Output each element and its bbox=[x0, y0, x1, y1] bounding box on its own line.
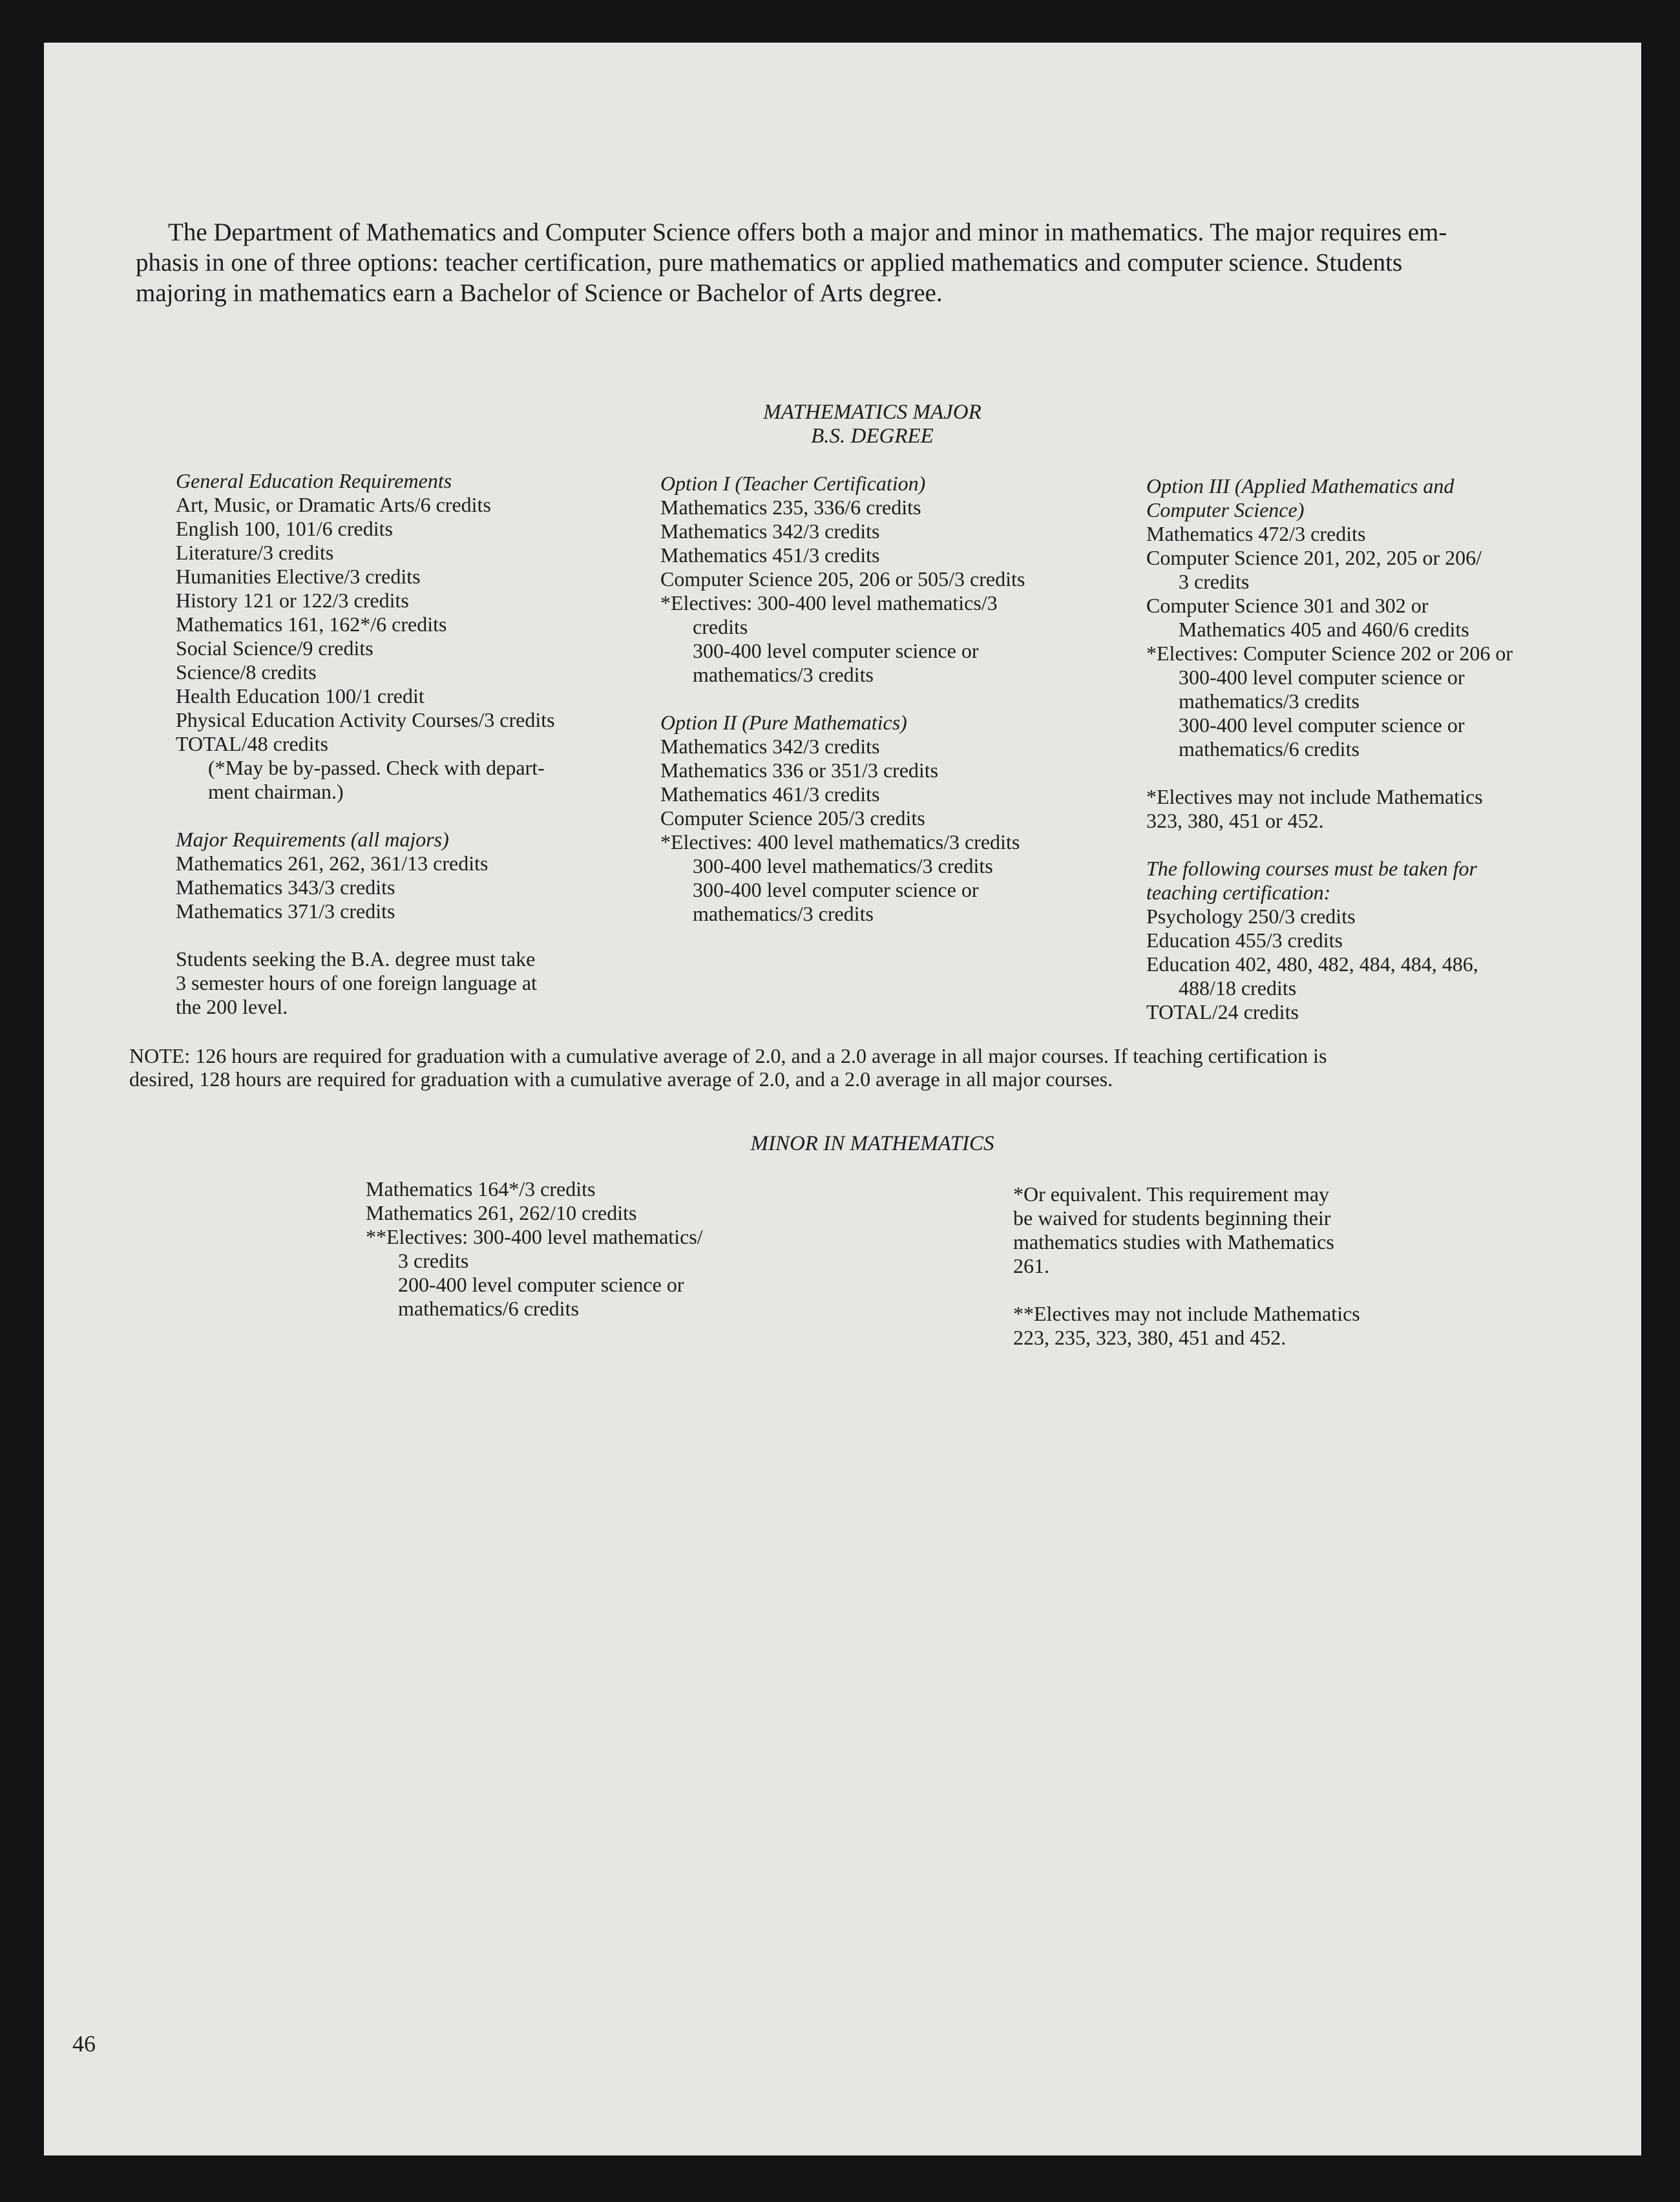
minor-note-line: **Electives may not include Mathematics bbox=[1013, 1302, 1360, 1325]
option2-item: Mathematics 342/3 credits bbox=[660, 735, 880, 758]
option1-item: Mathematics 342/3 credits bbox=[660, 519, 880, 543]
teaching-cert-item: Education 455/3 credits bbox=[1146, 928, 1343, 952]
major-req-item: Mathematics 371/3 credits bbox=[176, 899, 395, 923]
teaching-cert-heading: teaching certification: bbox=[1146, 881, 1331, 904]
intro-line: phasis in one of three options: teacher certification, pure mathematics or applied mathematics and computer science. Students bbox=[136, 249, 1403, 277]
option3-item: 300-400 level computer science or bbox=[1179, 713, 1465, 737]
option3-item: Computer Science 201, 202, 205 or 206/ bbox=[1146, 546, 1482, 569]
minor-note-line: *Or equivalent. This requirement may bbox=[1013, 1182, 1330, 1206]
option1-item: Computer Science 205, 206 or 505/3 credits bbox=[660, 567, 1025, 591]
graduation-note bbox=[129, 1044, 1615, 1091]
major-req-item: Mathematics 343/3 credits bbox=[176, 876, 395, 899]
minor-note-line: 223, 235, 323, 380, 451 and 452. bbox=[1013, 1326, 1286, 1349]
minor-item: Mathematics 261, 262/10 credits bbox=[366, 1201, 637, 1224]
gen-ed-heading: General Education Requirements bbox=[176, 469, 452, 492]
option3-item: 3 credits bbox=[1179, 570, 1250, 593]
option3-item: Mathematics 472/3 credits bbox=[1146, 522, 1366, 545]
option1-heading: Option I (Teacher Certification) bbox=[660, 472, 926, 495]
document-page bbox=[44, 43, 1641, 2155]
note-line: desired, 128 hours are required for graduation with a cumulative average of 2.0, and a 2.0 average in all major courses. bbox=[129, 1067, 1113, 1091]
note-line: NOTE: 126 hours are required for graduation with a cumulative average of 2.0, and a 2.0 average in all major courses. If teaching certification is bbox=[129, 1044, 1327, 1067]
option3-heading: Option III (Applied Mathematics and bbox=[1146, 474, 1454, 498]
option3-item: mathematics/3 credits bbox=[1179, 689, 1360, 713]
option1-item: Mathematics 235, 336/6 credits bbox=[660, 496, 921, 519]
minor-item: 3 credits bbox=[398, 1249, 469, 1272]
gen-ed-item: Literature/3 credits bbox=[176, 541, 334, 564]
option2-item: Computer Science 205/3 credits bbox=[660, 806, 925, 830]
option2-item: Mathematics 336 or 351/3 credits bbox=[660, 759, 939, 782]
ba-note-line: the 200 level. bbox=[176, 995, 288, 1018]
gen-ed-column bbox=[176, 469, 555, 1019]
page-number: 46 bbox=[72, 2031, 96, 2057]
option2-heading: Option II (Pure Mathematics) bbox=[660, 711, 907, 734]
minor-title: MINOR IN MATHEMATICS bbox=[750, 1132, 994, 1155]
option3-item: Mathematics 405 and 460/6 credits bbox=[1179, 618, 1469, 641]
option1-item: Mathematics 451/3 credits bbox=[660, 543, 880, 567]
option2-item: 300-400 level computer science or bbox=[693, 878, 979, 901]
minor-note-line: mathematics studies with Mathematics bbox=[1013, 1230, 1334, 1253]
minor-item: Mathematics 164*/3 credits bbox=[366, 1177, 596, 1201]
minor-note-line: 261. bbox=[1013, 1254, 1049, 1277]
minor-notes bbox=[1013, 1182, 1360, 1350]
teaching-cert-item: Psychology 250/3 credits bbox=[1146, 905, 1356, 928]
option1-item: credits bbox=[693, 615, 748, 638]
gen-ed-item: Humanities Elective/3 credits bbox=[176, 565, 421, 588]
gen-ed-item: Physical Education Activity Courses/3 credits bbox=[176, 708, 555, 731]
intro-line: The Department of Mathematics and Computer Science offers both a major and minor in mathematics. The major requires em- bbox=[168, 218, 1447, 246]
option1-column bbox=[660, 472, 1025, 926]
option2-item: Mathematics 461/3 credits bbox=[660, 782, 880, 806]
option3-footnote: 323, 380, 451 or 452. bbox=[1146, 809, 1324, 832]
minor-note-line: be waived for students beginning their bbox=[1013, 1206, 1331, 1230]
gen-ed-item: Health Education 100/1 credit bbox=[176, 684, 425, 708]
teaching-cert-total: TOTAL/24 credits bbox=[1146, 1000, 1299, 1023]
major-req-heading: Major Requirements (all majors) bbox=[176, 828, 449, 851]
intro-line: majoring in mathematics earn a Bachelor of Science or Bachelor of Arts degree. bbox=[136, 279, 943, 307]
gen-ed-item: History 121 or 122/3 credits bbox=[176, 589, 409, 612]
teaching-cert-item: 488/18 credits bbox=[1179, 976, 1297, 1000]
major-title: MATHEMATICS MAJOR B.S. DEGREE bbox=[646, 401, 1098, 448]
minor-item: **Electives: 300-400 level mathematics/ bbox=[366, 1225, 703, 1248]
option2-item: 300-400 level mathematics/3 credits bbox=[693, 854, 993, 877]
gen-ed-footnote: (*May be by-passed. Check with depart- bbox=[208, 756, 545, 779]
option3-item: Computer Science 301 and 302 or bbox=[1146, 594, 1429, 617]
gen-ed-item: Mathematics 161, 162*/6 credits bbox=[176, 613, 447, 636]
ba-note-line: Students seeking the B.A. degree must take bbox=[176, 947, 536, 970]
intro-paragraph bbox=[136, 217, 1609, 308]
gen-ed-item: Social Science/9 credits bbox=[176, 636, 373, 660]
ba-note-line: 3 semester hours of one foreign language at bbox=[176, 971, 537, 994]
gen-ed-item: Science/8 credits bbox=[176, 660, 317, 684]
option3-column bbox=[1146, 474, 1513, 1024]
option3-item: *Electives: Computer Science 202 or 206 or bbox=[1146, 642, 1513, 665]
option1-item: 300-400 level computer science or bbox=[693, 639, 979, 662]
teaching-cert-heading: The following courses must be taken for bbox=[1146, 857, 1477, 880]
minor-requirements bbox=[366, 1177, 703, 1321]
teaching-cert-item: Education 402, 480, 482, 484, 484, 486, bbox=[1146, 952, 1478, 976]
option1-item: mathematics/3 credits bbox=[693, 663, 874, 686]
gen-ed-item: Art, Music, or Dramatic Arts/6 credits bbox=[176, 493, 491, 516]
option2-item: *Electives: 400 level mathematics/3 credits bbox=[660, 830, 1020, 854]
major-req-item: Mathematics 261, 262, 361/13 credits bbox=[176, 852, 488, 875]
minor-item: mathematics/6 credits bbox=[398, 1297, 579, 1320]
option2-item: mathematics/3 credits bbox=[693, 902, 874, 925]
minor-item: 200-400 level computer science or bbox=[398, 1273, 684, 1296]
gen-ed-footnote: ment chairman.) bbox=[208, 780, 344, 803]
option3-item: 300-400 level computer science or bbox=[1179, 666, 1465, 689]
option1-item: *Electives: 300-400 level mathematics/3 bbox=[660, 591, 998, 614]
option3-heading: Computer Science) bbox=[1146, 498, 1305, 521]
option3-item: mathematics/6 credits bbox=[1179, 737, 1360, 760]
option3-footnote: *Electives may not include Mathematics bbox=[1146, 785, 1483, 808]
gen-ed-total: TOTAL/48 credits bbox=[176, 732, 328, 755]
major-subtitle: B.S. DEGREE bbox=[811, 425, 934, 448]
gen-ed-item: English 100, 101/6 credits bbox=[176, 517, 393, 540]
